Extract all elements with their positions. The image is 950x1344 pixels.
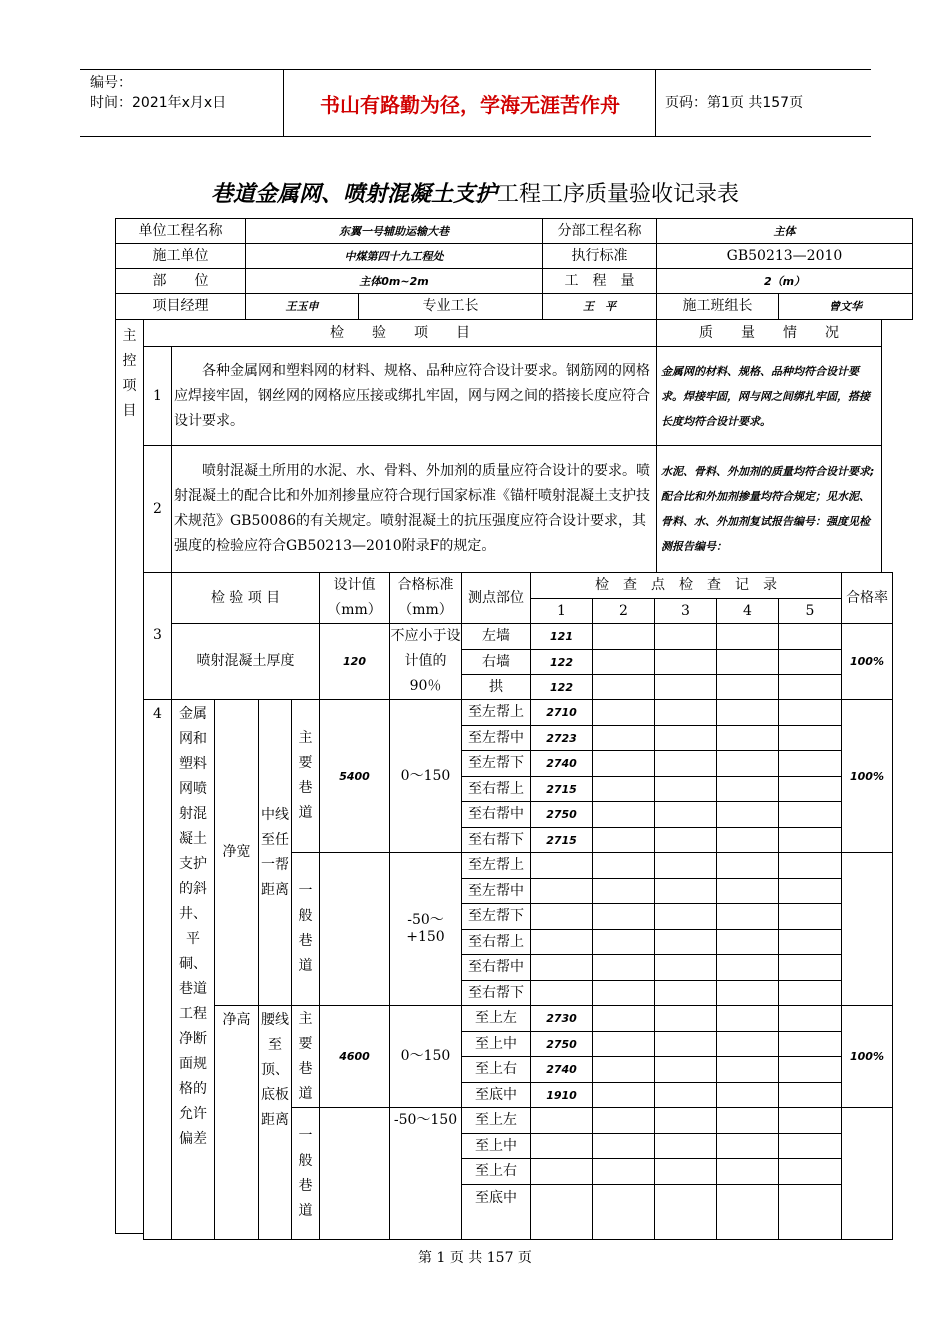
table-cell-empty	[655, 904, 717, 930]
table-cell-empty	[717, 828, 779, 853]
item-1-number: 1	[144, 347, 172, 446]
quality-header: 质 量 情 况	[657, 320, 882, 347]
col-rate-header: 合格率	[842, 573, 893, 624]
point-number-4: 4	[717, 599, 779, 624]
table-cell-empty	[655, 1108, 717, 1134]
inspection-records-table	[143, 572, 893, 1240]
item-2-number: 2	[144, 446, 172, 573]
table-cell-empty	[593, 1083, 655, 1108]
table-cell-empty	[717, 700, 779, 726]
info-table	[115, 218, 913, 320]
table-cell-empty	[717, 675, 779, 700]
width-general-design	[320, 853, 390, 1006]
table-cell-empty	[655, 675, 717, 700]
width-main-design: 5400	[320, 700, 390, 853]
height-general-roadway: 一般巷道	[292, 1108, 320, 1240]
point-number-1: 1	[531, 599, 593, 624]
table-cell-empty	[779, 1108, 842, 1134]
table-cell-value: 2723	[531, 726, 593, 751]
team-leader-label: 施工班组长	[657, 294, 779, 320]
header-divider-2	[655, 70, 656, 136]
table-cell-empty	[655, 1006, 717, 1032]
table-cell-empty	[593, 853, 655, 879]
table-cell-empty	[593, 1108, 655, 1134]
table-cell-empty	[779, 726, 842, 751]
table-cell-value: 2710	[531, 700, 593, 726]
item-1-quality: 金属网的材料、规格、品种均符合设计要求。焊接牢固，网与网之间绑扎牢固，搭接长度均符合设计要求。	[657, 347, 882, 446]
table-cell-empty	[717, 1134, 779, 1159]
title-plain-part: 工程工序质量验收记录表	[497, 182, 740, 207]
table-row-point: 至上左	[462, 1006, 531, 1032]
net-height-measure: 腰线至顶、底板距离	[259, 1006, 292, 1240]
table-row-point: 至右帮中	[462, 802, 531, 828]
table-row-point: 至左帮上	[462, 853, 531, 879]
table-cell-empty	[779, 1057, 842, 1083]
table-cell-empty	[531, 853, 593, 879]
table-cell-empty	[717, 1159, 779, 1185]
manager-label: 项目经理	[116, 294, 246, 320]
unit-project-label: 单位工程名称	[116, 219, 246, 244]
table-cell-empty	[593, 904, 655, 930]
table-cell-empty	[655, 930, 717, 955]
height-main-design: 4600	[320, 1006, 390, 1108]
net-height-label: 净高	[215, 1006, 259, 1240]
table-cell-empty	[717, 802, 779, 828]
table-row-point: 右墙	[462, 650, 531, 675]
header-motto: 书山有路勤为径，学海无涯苦作舟	[320, 92, 620, 117]
table-row-point: 至右帮上	[462, 930, 531, 955]
table-cell-empty	[779, 1134, 842, 1159]
foreman-value: 王 平	[543, 294, 657, 320]
table-cell-empty	[779, 1159, 842, 1185]
table-cell-empty	[779, 675, 842, 700]
table-cell-empty	[593, 1134, 655, 1159]
table-row-point: 至上中	[462, 1134, 531, 1159]
table-row-point: 至右帮上	[462, 777, 531, 802]
table-row-point: 至右帮中	[462, 955, 531, 981]
team-leader-value: 曾文华	[779, 294, 913, 320]
table-cell-empty	[717, 1006, 779, 1032]
width-main-rate: 100%	[842, 700, 893, 853]
table-cell-empty	[779, 1185, 842, 1240]
point-number-5: 5	[779, 599, 842, 624]
col-records-header: 检 查 点 检 查 记 录	[531, 573, 842, 599]
table-cell-value: 2740	[531, 751, 593, 777]
net-width-label: 净宽	[215, 700, 259, 1006]
table-row-point: 至左帮下	[462, 904, 531, 930]
table-cell-empty	[717, 777, 779, 802]
table-cell-empty	[593, 930, 655, 955]
table-cell-empty	[655, 726, 717, 751]
point-number-2: 2	[593, 599, 655, 624]
foreman-label: 专业工长	[359, 294, 543, 320]
table-cell-value: 2750	[531, 1032, 593, 1057]
table-cell-empty	[593, 624, 655, 650]
table-cell-empty	[593, 1032, 655, 1057]
table-row-point: 至上左	[462, 1108, 531, 1134]
width-general-standard: -50～+150	[390, 853, 462, 1006]
title-styled-part: 巷道金属网、喷射混凝土支护	[210, 181, 497, 207]
table-cell-empty	[593, 802, 655, 828]
inspection-header: 检 验 项 目	[144, 320, 657, 347]
page-footer: 第 1 页 共 157 页	[418, 1250, 532, 1266]
quantity-value: 2（m）	[657, 269, 913, 294]
unit-project-value: 东翼一号辅助运输大巷	[246, 219, 543, 244]
table-cell-empty	[593, 828, 655, 853]
position-value: 主体0m~2m	[246, 269, 543, 294]
height-main-standard: 0～150	[390, 1006, 462, 1108]
table-cell-empty	[531, 1159, 593, 1185]
width-main-roadway: 主要巷道	[292, 700, 320, 853]
table-cell-empty	[717, 624, 779, 650]
table-cell-empty	[717, 1057, 779, 1083]
height-general-design	[320, 1108, 390, 1240]
table-cell-empty	[779, 955, 842, 981]
table-cell-empty	[717, 981, 779, 1006]
col-point-header: 测点部位	[462, 573, 531, 624]
table-cell-empty	[717, 1108, 779, 1134]
width-general-rate	[842, 853, 893, 1006]
col-design-header: 设计值（mm）	[320, 573, 390, 624]
header-meta	[90, 73, 226, 113]
table-cell-value: 2750	[531, 802, 593, 828]
table-cell-empty	[531, 1108, 593, 1134]
table-cell-empty	[655, 777, 717, 802]
table-cell-empty	[593, 1159, 655, 1185]
header-bottom-rule	[80, 136, 871, 137]
table-row-point: 至底中	[462, 1185, 531, 1240]
table-cell-empty	[655, 650, 717, 675]
table-cell-value: 2715	[531, 777, 593, 802]
height-main-roadway: 主要巷道	[292, 1006, 320, 1108]
table-row-point: 至底中	[462, 1083, 531, 1108]
table-cell-empty	[655, 1134, 717, 1159]
table-cell-empty	[717, 1083, 779, 1108]
table-cell-empty	[655, 1032, 717, 1057]
table-cell-empty	[531, 904, 593, 930]
height-general-standard: -50～150	[390, 1108, 462, 1240]
table-cell-value: 122	[531, 675, 593, 700]
header-page-info: 页码：第1页 共157页	[665, 95, 804, 111]
table-cell-empty	[779, 700, 842, 726]
table-row-point: 拱	[462, 675, 531, 700]
item-1-text: 各种金属网和塑料网的材料、规格、品种应符合设计要求。钢筋网的网格应焊接牢固，钢丝网的网格应压接或绑扎牢固，网与网之间的搭接长度应符合设计要求。	[172, 347, 657, 446]
table-cell-empty	[593, 700, 655, 726]
table-cell-empty	[593, 955, 655, 981]
width-main-standard: 0～150	[390, 700, 462, 853]
table-cell-empty	[779, 1006, 842, 1032]
table-cell-empty	[531, 1134, 593, 1159]
construction-unit-value: 中煤第四十九工程处	[246, 244, 543, 269]
table-cell-empty	[593, 1185, 655, 1240]
main-control-label: 主控项目	[116, 320, 144, 1234]
table-cell-empty	[779, 981, 842, 1006]
table-cell-value: 2740	[531, 1057, 593, 1083]
net-width-measure: 中线至任一帮距离	[259, 700, 292, 1006]
table-cell-empty	[655, 1185, 717, 1240]
item-3-standard: 不应小于设计值的90％	[390, 624, 462, 700]
table-cell-empty	[779, 777, 842, 802]
table-cell-empty	[779, 828, 842, 853]
item-2-text: 喷射混凝土所用的水泥、水、骨料、外加剂的质量应符合设计的要求。喷射混凝土的配合比和外加剂掺量应符合现行国家标准《锚杆喷射混凝土支护技术规范》GB50086的有关规定。喷射混凝土的抗压强度应符合设计要求，其强度的检验应符合GB50213—2010附录F的规定。	[172, 446, 657, 573]
manager-value: 王玉申	[246, 294, 359, 320]
table-row-point: 至右帮下	[462, 981, 531, 1006]
table-cell-empty	[531, 981, 593, 1006]
standard-value: GB50213—2010	[657, 244, 913, 269]
table-row-point: 至右帮下	[462, 828, 531, 853]
item-3-number: 3	[144, 573, 172, 700]
point-number-3: 3	[655, 599, 717, 624]
table-cell-empty	[593, 650, 655, 675]
table-cell-empty	[717, 904, 779, 930]
table-cell-empty	[655, 981, 717, 1006]
table-cell-empty	[779, 1083, 842, 1108]
table-cell-empty	[717, 726, 779, 751]
table-cell-empty	[593, 1057, 655, 1083]
sub-project-value: 主体	[657, 219, 913, 244]
col-item-header: 检 验 项 目	[172, 573, 320, 624]
item-3-rate: 100%	[842, 624, 893, 700]
table-cell-empty	[593, 751, 655, 777]
table-cell-empty	[717, 1185, 779, 1240]
table-row-point: 至上右	[462, 1057, 531, 1083]
height-main-rate: 100%	[842, 1006, 893, 1108]
table-cell-empty	[593, 675, 655, 700]
table-row-point: 至左帮下	[462, 751, 531, 777]
header-divider-1	[283, 70, 284, 136]
table-cell-empty	[655, 853, 717, 879]
standard-label: 执行标准	[543, 244, 657, 269]
table-cell-empty	[779, 650, 842, 675]
table-row-point: 至上右	[462, 1159, 531, 1185]
table-cell-empty	[531, 1185, 593, 1240]
table-cell-empty	[655, 700, 717, 726]
table-cell-empty	[779, 930, 842, 955]
table-cell-empty	[655, 879, 717, 904]
table-cell-empty	[593, 879, 655, 904]
item-2-quality: 水泥、骨料、外加剂的质量均符合设计要求;配合比和外加剂掺量均符合规定；见水泥、骨料、水、外加剂复试报告编号：强度见检测报告编号：	[657, 446, 882, 573]
table-cell-value: 2715	[531, 828, 593, 853]
table-cell-empty	[717, 879, 779, 904]
table-cell-value: 1910	[531, 1083, 593, 1108]
table-cell-empty	[655, 1057, 717, 1083]
table-cell-empty	[779, 853, 842, 879]
table-cell-empty	[593, 777, 655, 802]
table-cell-empty	[717, 930, 779, 955]
width-general-roadway: 一般巷道	[292, 853, 320, 1006]
table-cell-empty	[655, 955, 717, 981]
construction-unit-label: 施工单位	[116, 244, 246, 269]
table-cell-empty	[779, 1032, 842, 1057]
table-cell-empty	[717, 650, 779, 675]
col-standard-header: 合格标准（mm）	[390, 573, 462, 624]
table-cell-empty	[779, 904, 842, 930]
height-general-rate	[842, 1108, 893, 1240]
table-row-point: 至左帮上	[462, 700, 531, 726]
table-cell-empty	[717, 853, 779, 879]
sub-project-label: 分部工程名称	[543, 219, 657, 244]
item-3-name: 喷射混凝土厚度	[172, 624, 320, 700]
position-label: 部 位	[116, 269, 246, 294]
table-cell-empty	[717, 751, 779, 777]
table-cell-empty	[655, 624, 717, 650]
table-cell-empty	[593, 726, 655, 751]
table-cell-empty	[531, 930, 593, 955]
document-number-label: 编号：	[90, 75, 132, 91]
table-cell-empty	[717, 955, 779, 981]
table-cell-empty	[655, 1159, 717, 1185]
table-cell-empty	[779, 624, 842, 650]
table-cell-empty	[655, 802, 717, 828]
table-cell-empty	[779, 802, 842, 828]
table-cell-empty	[779, 879, 842, 904]
table-row-point: 至左帮中	[462, 726, 531, 751]
table-row-point: 至上中	[462, 1032, 531, 1057]
table-cell-empty	[717, 1032, 779, 1057]
table-row-point: 左墙	[462, 624, 531, 650]
table-cell-empty	[593, 981, 655, 1006]
table-row-point: 至左帮中	[462, 879, 531, 904]
item-3-design: 120	[320, 624, 390, 700]
table-cell-value: 122	[531, 650, 593, 675]
table-cell-empty	[655, 751, 717, 777]
table-cell-value: 2730	[531, 1006, 593, 1032]
document-date: 时间：2021年x月x日	[90, 95, 227, 111]
item-4-name: 金属网和塑料网喷射混凝土支护的斜井、平硐、巷道工程净断面规格的允许偏差	[172, 700, 215, 1240]
quantity-label: 工 程 量	[543, 269, 657, 294]
table-cell-empty	[531, 879, 593, 904]
table-cell-empty	[655, 828, 717, 853]
page-title	[0, 177, 950, 208]
item-4-number: 4	[144, 700, 172, 1240]
table-cell-empty	[655, 1083, 717, 1108]
table-cell-empty	[593, 1006, 655, 1032]
table-cell-value: 121	[531, 624, 593, 650]
table-cell-empty	[779, 751, 842, 777]
table-cell-empty	[531, 955, 593, 981]
